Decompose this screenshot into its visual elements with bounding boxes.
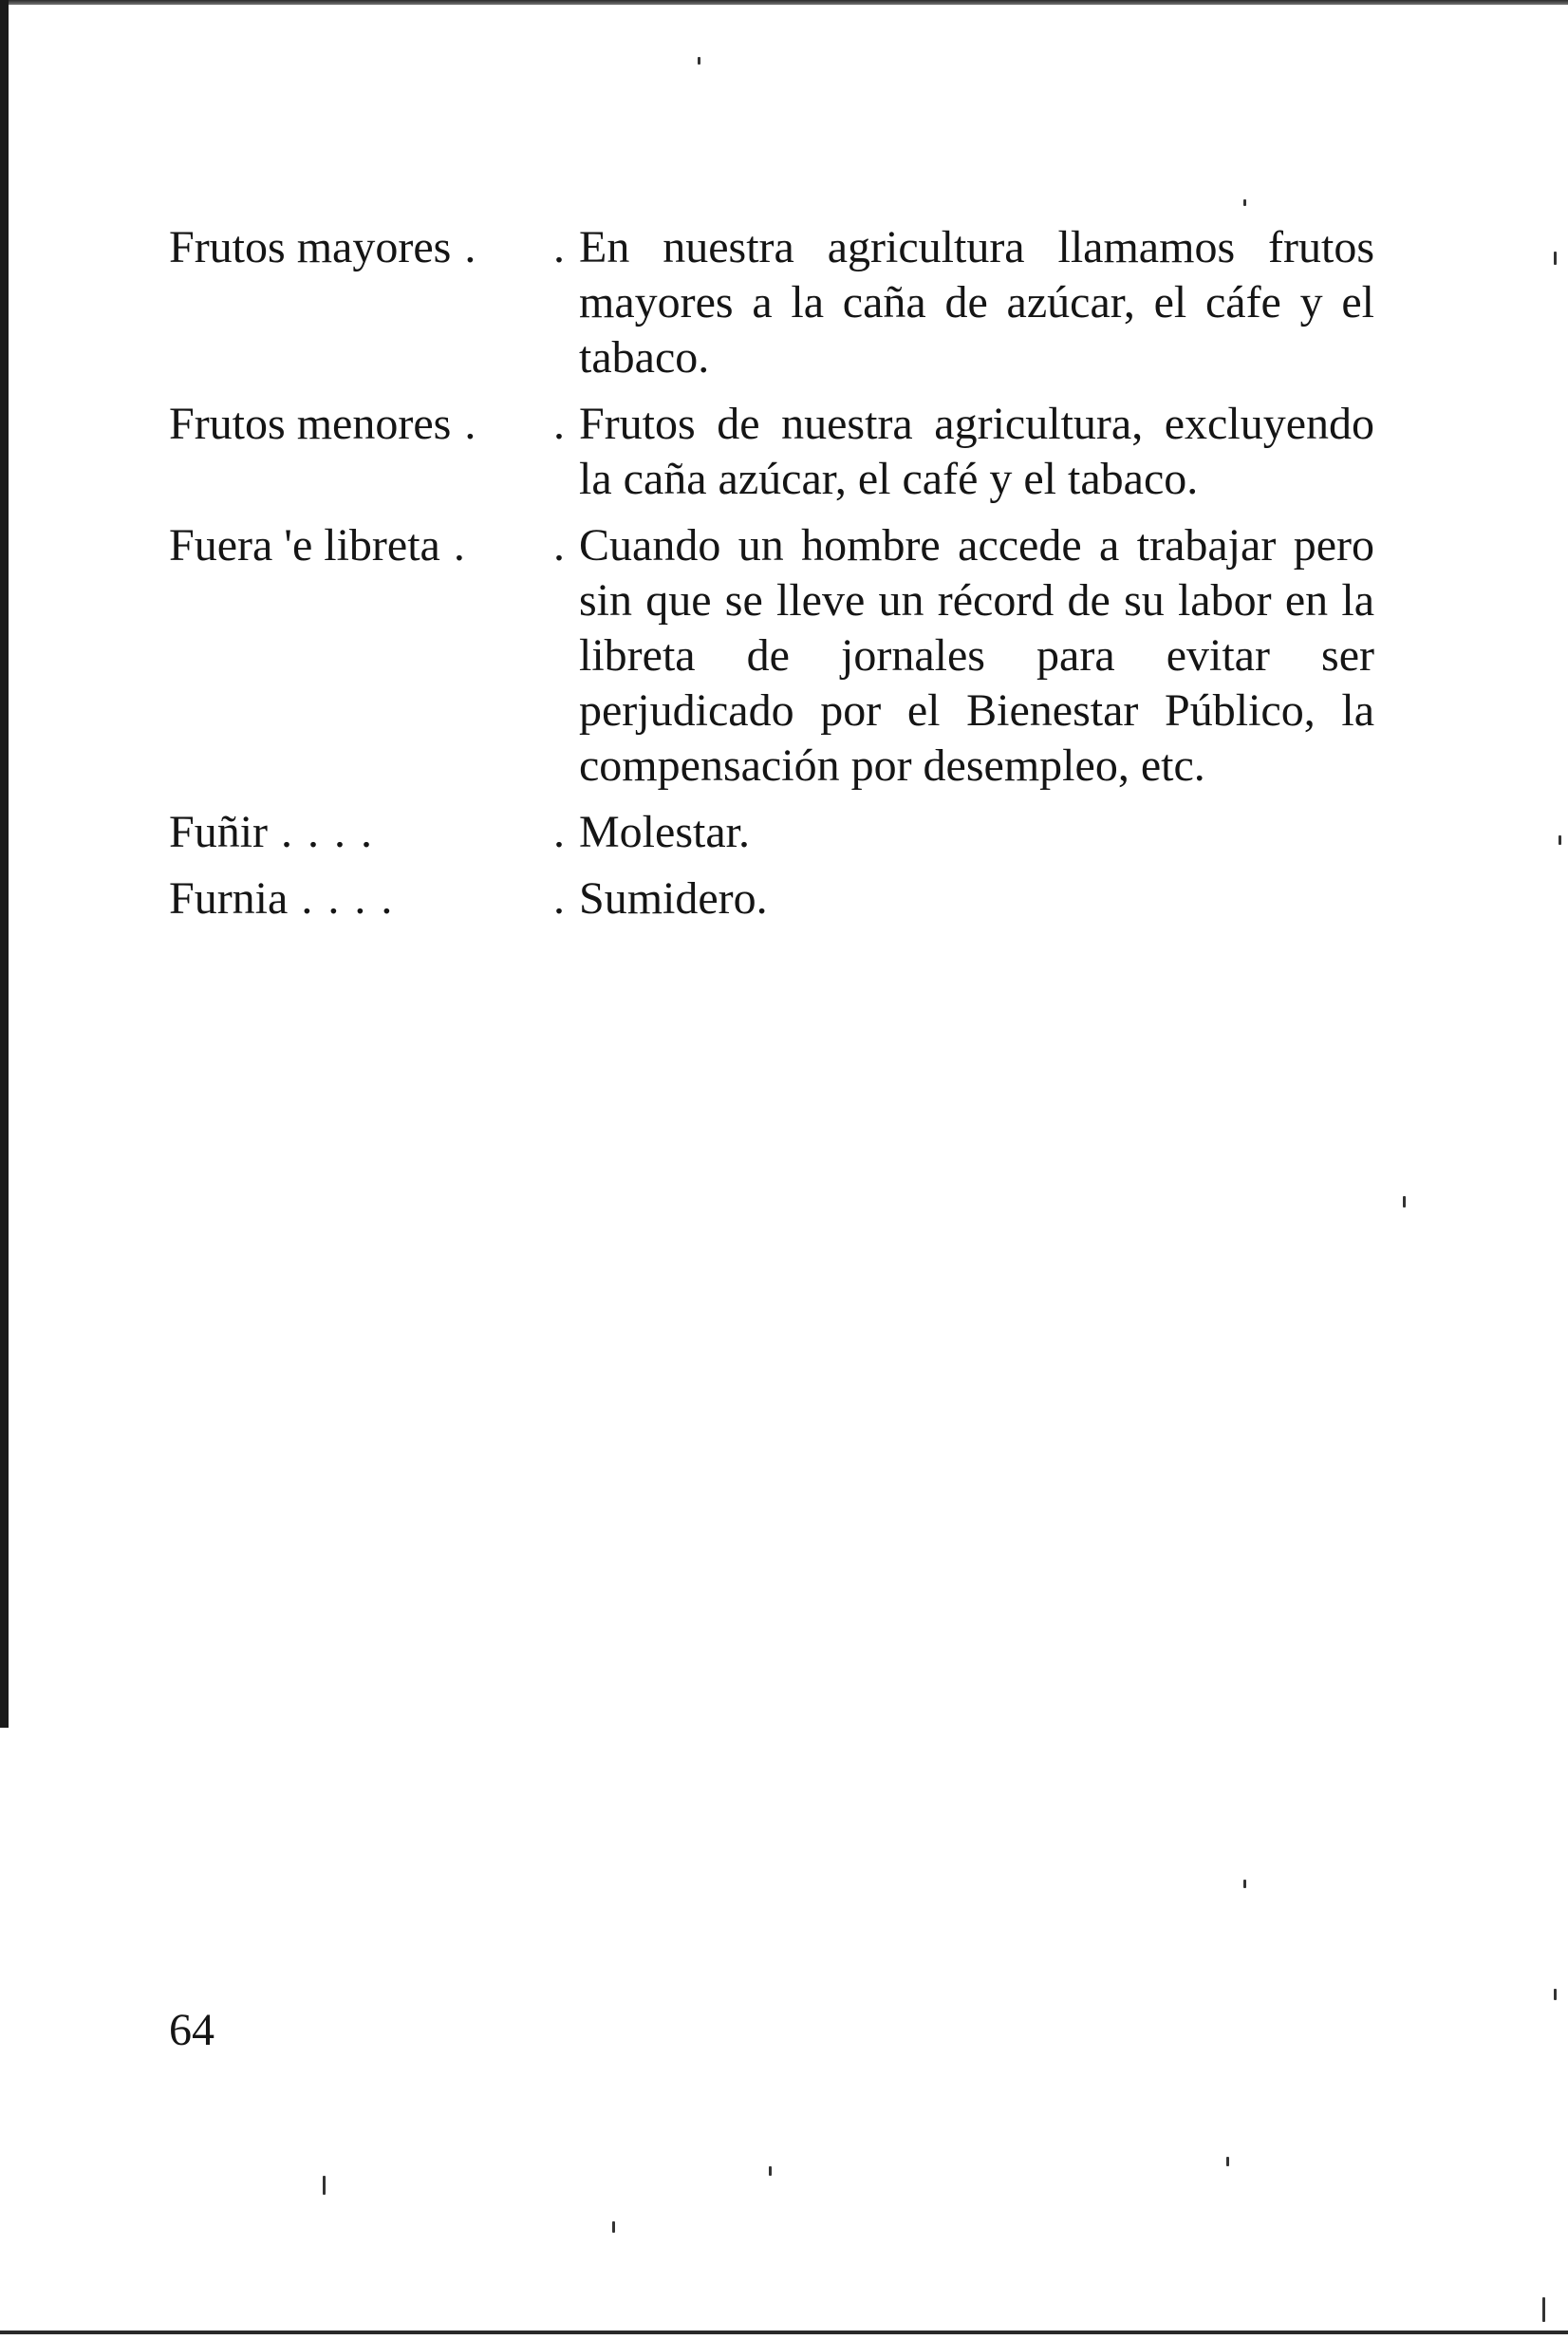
scan-left-edge [0,0,9,1728]
glossary-entry [169,805,1374,860]
glossary-entry [169,871,1374,927]
scan-speck [1554,1989,1557,2000]
term-text: Fuera 'e libreta [169,520,440,571]
entry-separator: . [553,873,565,924]
glossary-list [169,220,1374,938]
glossary-term [169,397,539,452]
scan-bottom-edge [0,2331,1568,2334]
dot-leader: . . . . [288,873,395,924]
scan-speck [1243,1880,1246,1888]
entry-separator: . [553,807,565,857]
scan-speck [1403,1196,1406,1207]
scan-speck [1554,252,1557,265]
glossary-definition: Sumidero. [579,873,768,924]
glossary-term [169,871,539,927]
scan-speck [323,2176,326,2195]
term-text: Furnia [169,873,289,924]
glossary-entry [169,397,1374,507]
entry-separator: . [553,222,565,272]
scan-speck [698,57,700,65]
glossary-definition: Frutos de nuestra agricultura, excluyendo la caña azúcar, el café y el tabaco. [579,399,1374,504]
entry-separator: . [553,399,565,449]
glossary-definition: Cuando un hombre accede a trabajar pero sin que se lleve un récord de su labor en la libreta de jornales para evitar ser perjudicado por el Bienestar Público, la compensación por desempleo, etc. [579,520,1374,791]
glossary-entry [169,220,1374,385]
dot-leader: . [451,399,478,449]
glossary-term [169,805,539,860]
term-text: Fuñir [169,807,269,857]
entry-separator: . [553,520,565,571]
dot-leader: . [439,520,467,571]
glossary-term [169,518,539,573]
scan-speck [612,2221,615,2233]
term-text: Frutos mayores [169,222,452,272]
page-number: 64 [169,2005,215,2055]
term-text: Frutos menores [169,399,452,449]
scan-top-edge [0,0,1568,5]
glossary-definition: En nuestra agricultura llamamos frutos mayores a la caña de azúcar, el cáfe y el tabaco. [579,222,1374,383]
glossary-entry [169,518,1374,794]
scan-speck [1226,2157,1229,2166]
scan-speck [1559,835,1561,845]
scan-speck [1243,199,1246,206]
dot-leader: . [451,222,478,272]
glossary-definition: Molestar. [579,807,750,857]
dot-leader: . . . . [268,807,375,857]
scan-speck [1542,2297,1545,2322]
glossary-term [169,220,539,275]
scan-speck [769,2166,772,2176]
